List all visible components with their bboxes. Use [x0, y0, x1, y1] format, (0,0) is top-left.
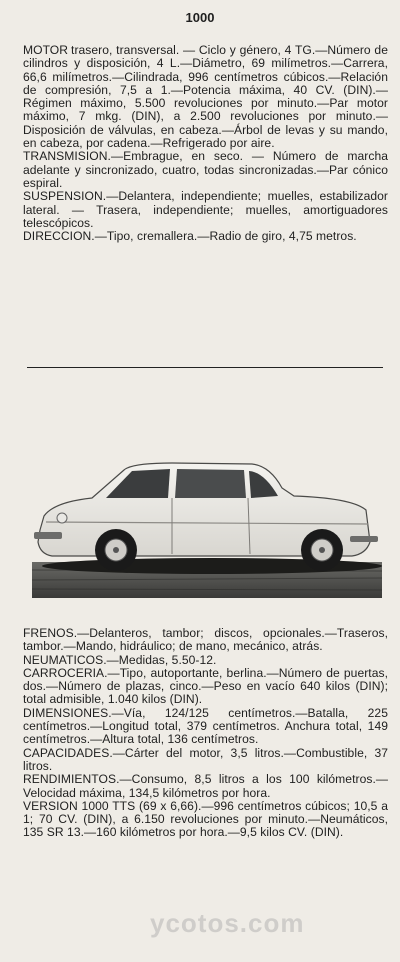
spec-section-top: [23, 44, 388, 243]
spec-transmision: [23, 150, 388, 190]
spec-text: trasero, transversal. — Ciclo y género, 4 TG.—Número de cilindros y disposición, 4 L.—Diámetro, 69 milímetros.—Carrera, 66,6 milímetros.—Cilindrada, 996 centímetros cúbicos.—Relación de compresión, 7,5 a 1.—Potencia máxima, 40 CV. (DIN).—Régimen máximo, 5.500 revoluciones por minuto.—Par motor máximo, 7 mkg. (DIN), a 2.500 revoluciones por minuto.—Disposición de válvulas, en cabeza.—Árbol de levas y su mando, en cabeza, por cadena.—Refrigerado por aire.: [23, 43, 388, 151]
spec-label: DIMENSIONES.: [23, 705, 112, 720]
spec-text: —Delantera, independiente; muelles, estabilizador lateral. — Trasera, independiente; muelles, amortiguadores telescópicos.: [23, 189, 388, 230]
spec-label: SUSPENSION.: [23, 189, 107, 204]
spec-frenos: [23, 627, 388, 654]
spec-label: DIRECCION.: [23, 229, 95, 244]
spec-text: —Embrague, en seco. — Número de marcha adelante y sincronizado, cuatro, todas sincronizadas.—Par cónico espiral.: [23, 149, 388, 190]
spec-text: —Cárter del motor, 3,5 litros.—Combustible, 37 litros.: [23, 745, 388, 773]
spec-label: MOTOR: [23, 43, 69, 57]
spec-text: —Tipo, cremallera.—Radio de giro, 4,75 metros.: [94, 229, 357, 244]
spec-suspension: [23, 190, 388, 230]
section-divider: [27, 367, 383, 368]
watermark: ycotos.com: [150, 908, 305, 938]
spec-text: —Medidas, 5.50-12.: [106, 652, 217, 667]
spec-text: —Tipo, autoportante, berlina.—Número de puertas, dos.—Número de plazas, cinco.—Peso en vacío 640 kilos (DIN); total admisible, 1.040 kilos (DIN).: [23, 665, 388, 707]
spec-carroceria: [23, 667, 388, 707]
spec-text: —Vía, 124/125 centímetros.—Batalla, 225 centímetros.—Longitud total, 379 centímetros. Anchura total, 149 centímetros.—Altura total, 136 centímetros.: [23, 705, 388, 747]
spec-text: (69 x 6,66).—996 centímetros cúbicos; 10,5 a 1; 70 CV. (DIN), a 6.150 revoluciones por minuto.—Neumáticos, 135 SR 13.—160 kilómetros por hora.—9,5 kilos CV. (DIN).: [23, 798, 388, 840]
spec-section-bottom: [23, 627, 388, 840]
spec-neumaticos: [23, 654, 388, 667]
spec-motor: [23, 44, 388, 150]
spec-dimensiones: [23, 707, 388, 747]
spec-text: —Consumo, 8,5 litros a los 100 kilómetros.—Velocidad máxima, 134,5 kilómetros por hora.: [23, 772, 388, 800]
spec-label: RENDIMIENTOS.: [23, 772, 120, 787]
page-number: 1000: [185, 10, 215, 25]
spec-label: TRANSMISION.: [23, 149, 111, 164]
spec-label: FRENOS.: [23, 626, 78, 640]
spec-label: NEUMATICOS.: [23, 652, 107, 667]
spec-direccion: [23, 230, 388, 243]
spec-version: [23, 800, 388, 840]
spec-label: CARROCERIA.: [23, 665, 108, 680]
spec-text: —Delanteros, tambor; discos, opcionales.—Traseros, tambor.—Mando, hidráulico; de mano, mecánico, atrás.: [23, 626, 388, 654]
spec-capacidades: [23, 747, 388, 774]
spec-label: VERSION 1000 TTS: [23, 798, 136, 813]
car-photo: [32, 458, 382, 598]
spec-label: CAPACIDADES.: [23, 745, 113, 760]
spec-rendimientos: [23, 773, 388, 800]
